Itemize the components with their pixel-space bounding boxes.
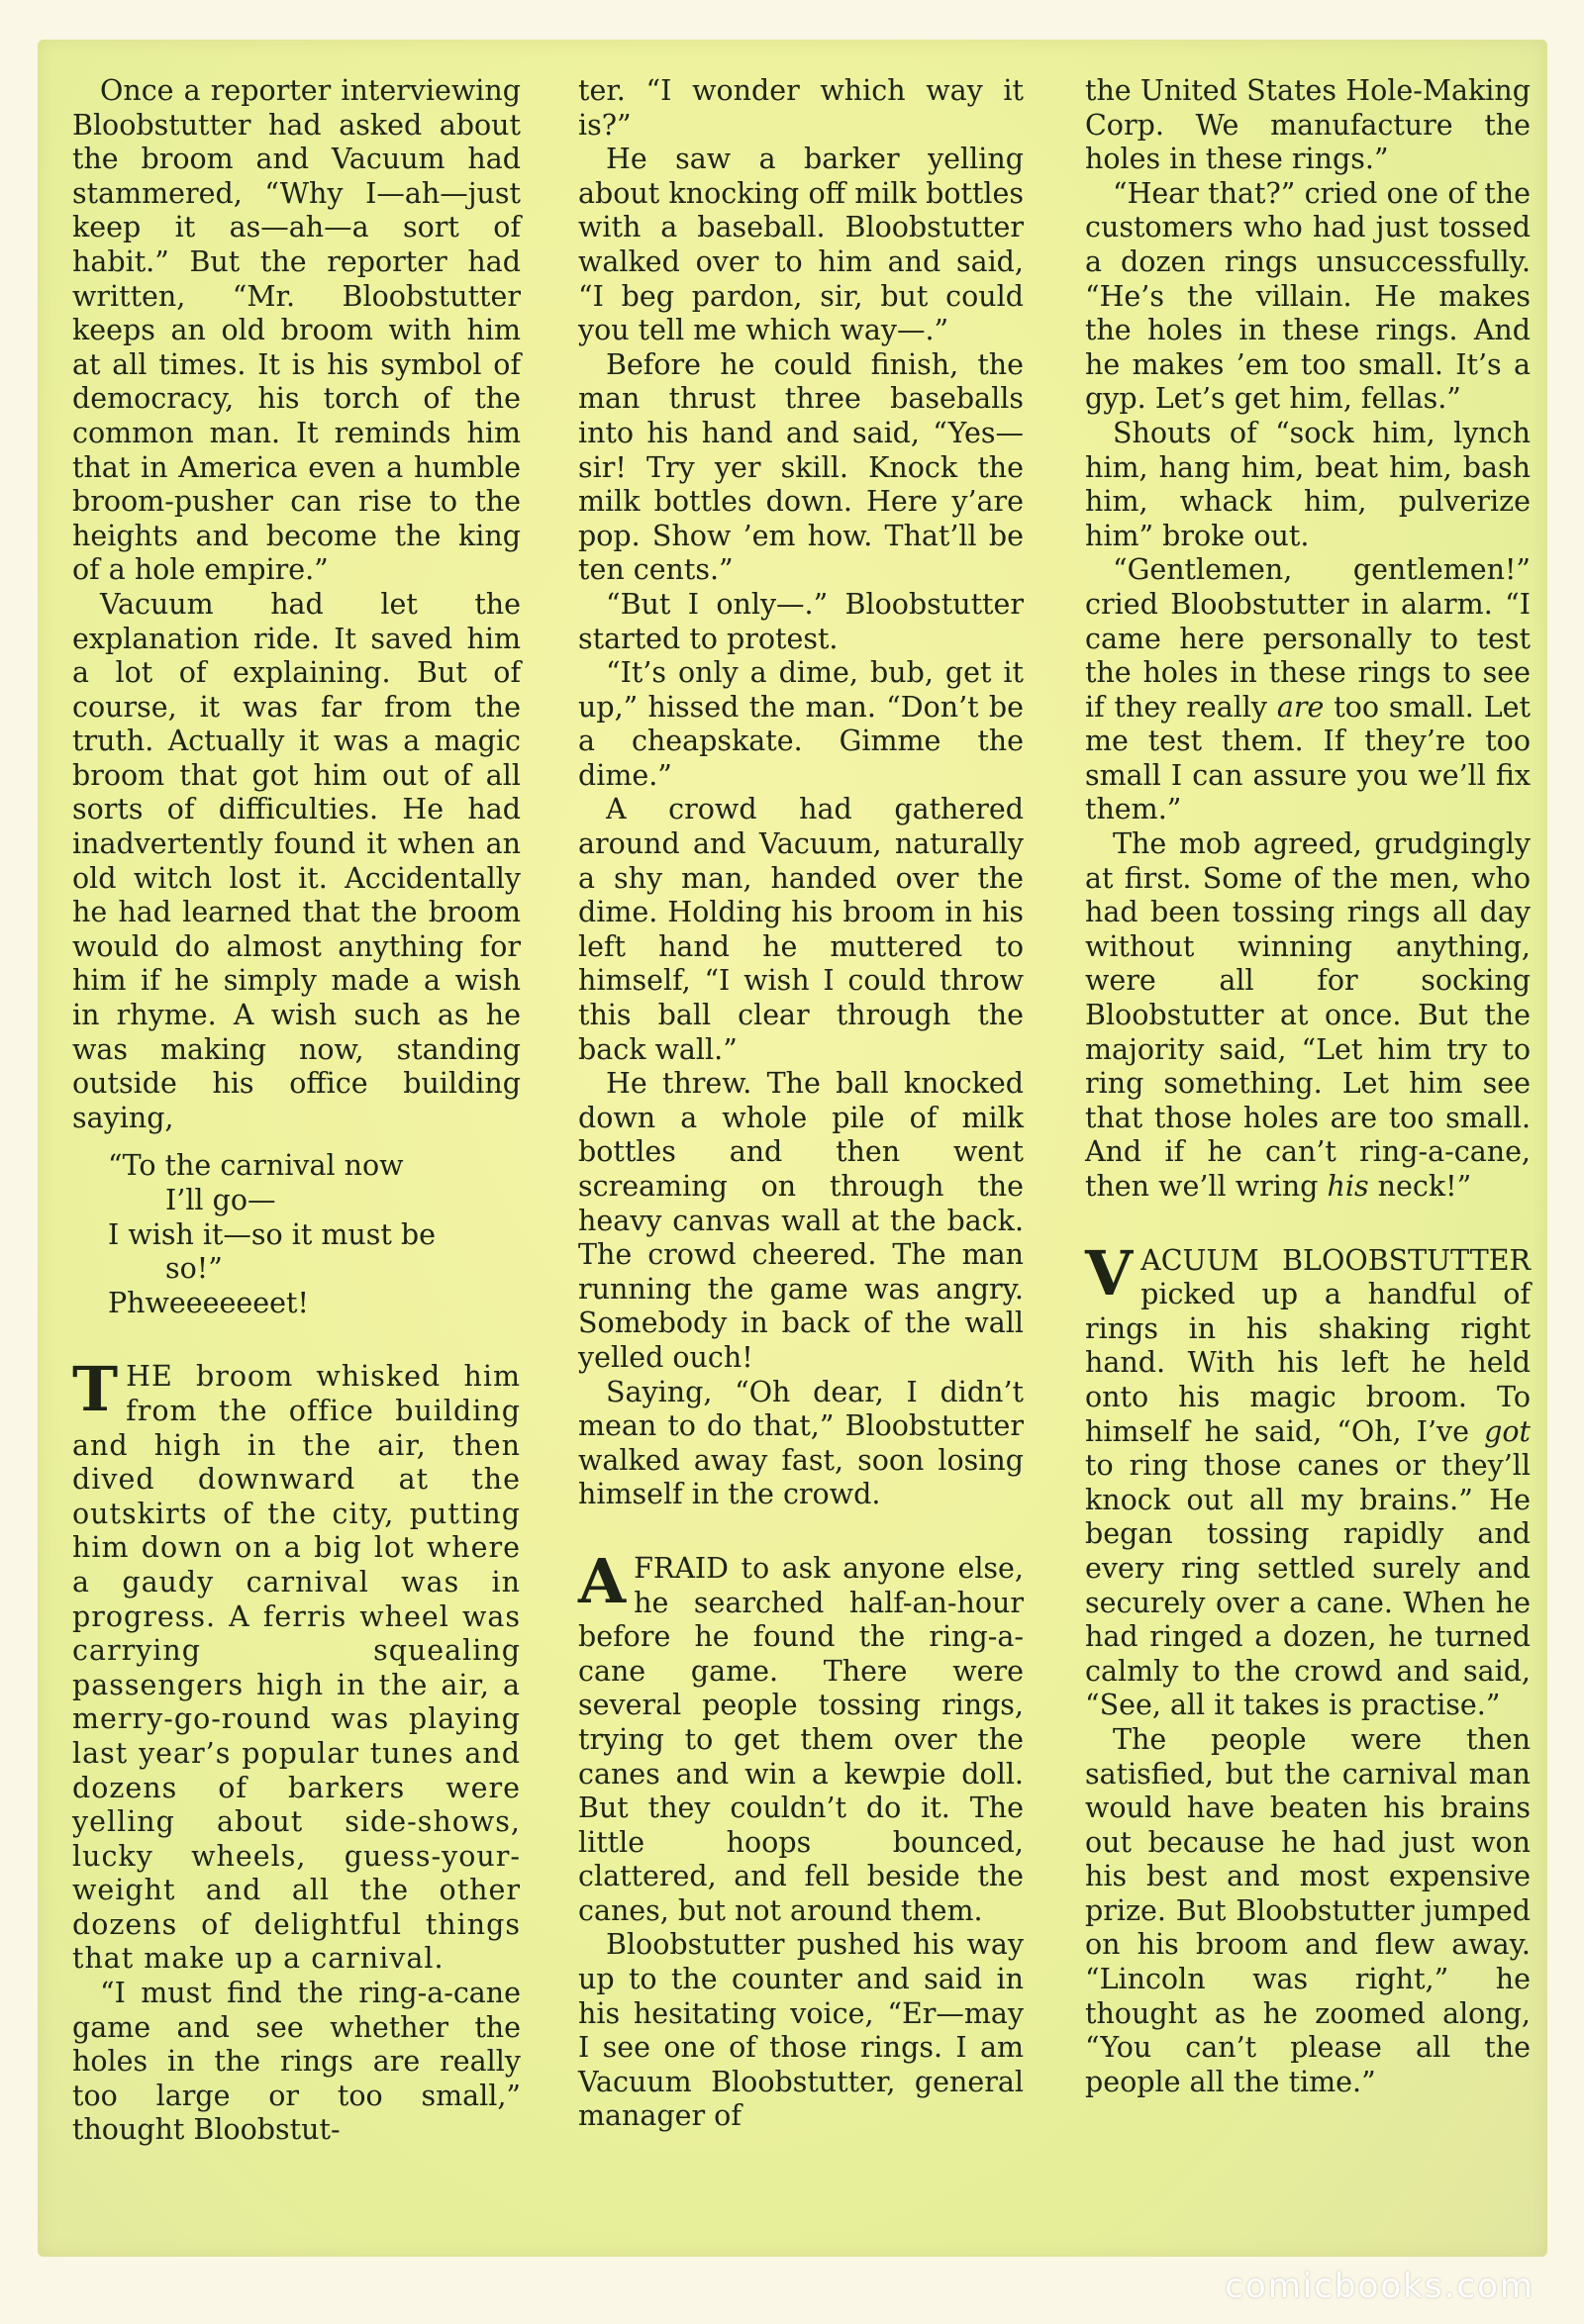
paragraph: Before he could finish, the man thrust three baseballs into his hand and said, “Yes—sir! Try yer skill. Knock the milk bottles down. Here y’are pop. Show ’em how. That’ll be ten cents.” — [578, 347, 1024, 587]
paragraph: “It’s only a dime, bub, get it up,” hissed the man. “Don’t be a cheapskate. Gimme the dime.” — [578, 656, 1024, 792]
paragraph — [1085, 553, 1531, 827]
rhyme-line: I’ll go— — [165, 1184, 276, 1216]
emphasis: his — [1327, 1170, 1369, 1203]
paragraph-text: neck!” — [1368, 1170, 1472, 1203]
paragraph: Bloobstutter pushed his way up to the counter and said in his hesitating voice, “Er—may I see one of those rings. I am Vacuum Bloobstutter, general manager of — [578, 1928, 1024, 2133]
paragraph-text: too small. Let me test them. If they’re too small I can assure you we’ll fix them.” — [1085, 690, 1531, 826]
paragraph-text: The mob agreed, grudgingly at first. Some of the men, who had been tossing rings all day without winning anything, were all for socking Bloobstutter at once. But the majority said, “Let him try to ring something. Let him see that those holes are too small. And if he can’t ring-a-cane, then we’ll wring — [1085, 827, 1531, 1203]
paragraph — [1085, 827, 1531, 1205]
section-broom-flight — [72, 1353, 521, 2148]
paragraph: “Hear that?” cried one of the customers who had just tossed a dozen rings unsuccessfully. “He’s the villain. He makes the holes in these rings. And he makes ’em too small. It’s a gyp. Let’s get him, fellas.” — [1085, 176, 1531, 416]
section-ringing-canes — [1085, 1236, 1531, 2100]
paragraph-text: HE broom whisked him from the office building and high in the air, then dived downward at the outskirts of the city, putting him down on a big lot where a gaudy carnival was in progress. A ferris wheel was carrying squealing passengers high in the air, a merry-go-round was playing last year’s popular tunes and dozens of barkers were yelling about side-shows, lucky wheels, guess-your-weight and all the other dozens of delightful things that make up a carnival. — [72, 1360, 521, 1976]
rhyme-wish — [72, 1149, 521, 1320]
paragraph: “But I only—.” Bloobstutter started to protest. — [578, 587, 1024, 655]
drop-cap: A — [578, 1544, 627, 1617]
rhyme-line: “To the carnival now — [108, 1149, 404, 1183]
paragraph: Saying, “Oh dear, I didn’t mean to do that,” Bloobstutter walked away fast, soon losing himself in the crowd. — [578, 1375, 1024, 1511]
paragraph: He saw a barker yelling about knocking off milk bottles with a baseball. Bloobstutter walked over to him and said, “I beg pardon, sir, but could you tell me which way—.” — [578, 143, 1024, 347]
paragraph: He threw. The ball knocked down a whole pile of milk bottles and then went screaming on through the heavy canvas wall at the back. The crowd cheered. The man running the game was angry. Somebody in back of the wall yelled ouch! — [578, 1067, 1024, 1374]
paragraph-text: ACUUM BLOOBSTUTTER picked up a handful of rings in his shaking right hand. With his left he held onto his magic broom. To himself he said, “Oh, I’ve — [1085, 1243, 1531, 1448]
paragraph-text: FRAID to ask anyone else, he searched half-an-hour before he found the ring-a-cane game. There were several people tossing rings, trying to get them over the canes and win a kewpie doll. But they couldn’t do it. The little hoops bounced, clattered, and fell beside the canes, but not around them. — [578, 1551, 1024, 1927]
drop-cap: T — [72, 1353, 119, 1426]
paragraph: The people were then satisfied, but the carnival man would have beaten his brains out because he had just won his best and most expensive prize. But Bloobstutter jumped on his broom and flew away. “Lincoln was right,” he thought as he zoomed along, “You can’t please all the people all the time.” — [1085, 1722, 1531, 2098]
paragraph: Once a reporter interviewing Bloobstutter had asked about the broom and Vacuum had stammered, “Why I—ah—just keep it as—ah—a sort of habit.” But the reporter had written, “Mr. Bloobstutter keeps an old broom with him at all times. It is his symbol of democracy, his torch of the common man. It reminds him that in America even a humble broom-pusher can rise to the heights and become the king of a hole empire.” — [72, 74, 521, 587]
rhyme-line: so!” — [165, 1252, 223, 1286]
paragraph — [72, 1353, 521, 1977]
rhyme-line: I wish it—so it must be — [108, 1217, 437, 1251]
sound-effect: Phweeeeeeet! — [108, 1286, 309, 1319]
drop-cap: V — [1085, 1236, 1134, 1309]
text-column-1 — [72, 74, 521, 2148]
paragraph — [578, 1544, 1024, 1929]
emphasis: got — [1484, 1414, 1531, 1448]
paragraph: A crowd had gathered around and Vacuum, naturally a shy man, handed over the dime. Holding his broom in his left hand he muttered to himself, “I wish I could throw this ball clear through the back wall.” — [578, 793, 1024, 1066]
paragraph: Vacuum had let the explanation ride. It saved him a lot of explaining. But of course, it was far from the truth. Actually it was a magic broom that got him out of all sorts of difficulties. He had inadvertently found it when an old witch lost it. Accidentally he had learned that the broom would do almost anything for him if he simply made a wish in rhyme. A wish such as he was making now, standing outside his office building saying, — [72, 587, 521, 1134]
text-column-2 — [578, 74, 1024, 2134]
paragraph: ter. “I wonder which way it is?” — [578, 74, 1024, 142]
text-column-3 — [1085, 74, 1531, 2099]
paragraph: “I must find the ring-a-cane game and see whether the holes in the rings are really too large or too small,” thought Bloobstut- — [72, 1977, 521, 2147]
watermark: comicbooks.com — [1225, 2267, 1534, 2306]
paragraph-text: “Gentlemen, gentlemen!” cried Bloobstutter in alarm. “I came here personally to test the holes in these rings to see if they really — [1085, 553, 1531, 724]
paragraph: Shouts of “sock him, lynch him, hang him, beat him, bash him, whack him, pulverize him” broke out. — [1085, 416, 1531, 552]
paragraph-text: to ring those canes or they’ll knock out all my brains.” He began tossing rapidly and every ring settled surely and securely over a cane. When he had ringed a dozen, he turned calmly to the crowd and said, “See, all it takes is practise.” — [1085, 1449, 1531, 1722]
paragraph: the United States Hole-Making Corp. We manufacture the holes in these rings.” — [1085, 74, 1531, 176]
emphasis: are — [1276, 690, 1325, 724]
paragraph — [1085, 1236, 1531, 1723]
section-ring-a-cane — [578, 1544, 1024, 2134]
